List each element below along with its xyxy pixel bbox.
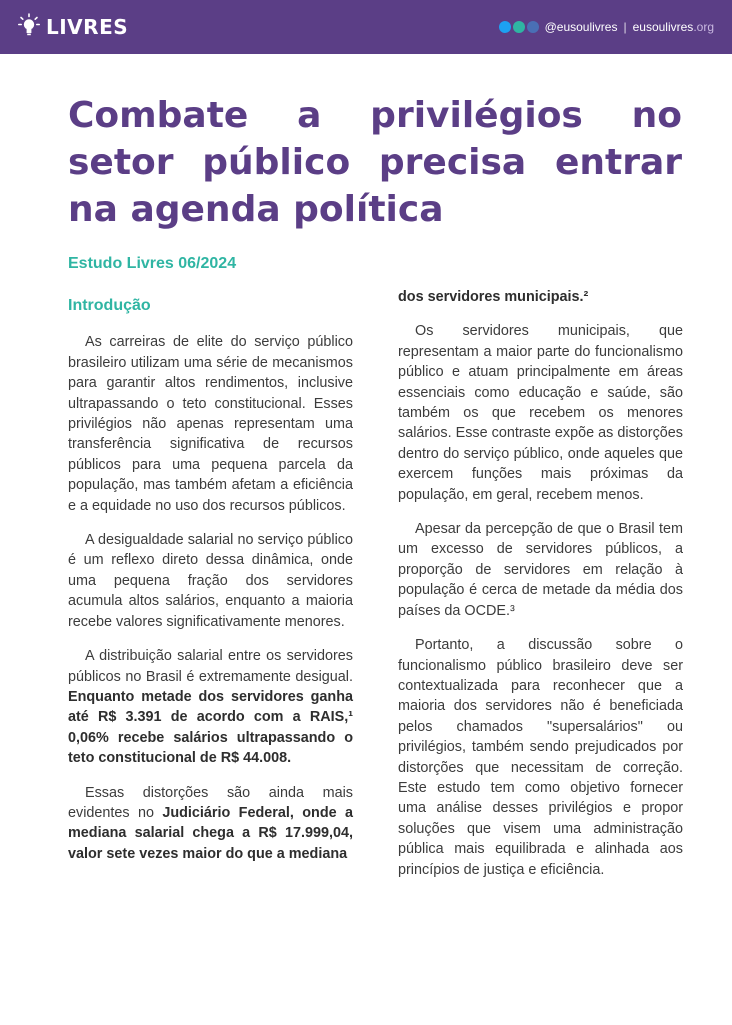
paragraph-5: Os servidores municipais, que representam a maior parte do funcionalismo público e atuam principalmente em áreas essenciais como educação e saúde, são também os que recebem os menores salários. Esse contraste expõe as distorções dentro do serviço público, onde aqueles que exercem funções mais próximas da população, em geral, recebem menos. [398,323,683,503]
paragraph-2: A desigualdade salarial no serviço público é um reflexo direto dessa dinâmica, onde uma pequena fração dos servidores acumula altos salários, enquanto a maioria recebe valores significativamente menores. [68,532,353,630]
left-column [68,296,353,878]
paragraph-3-highlight: Enquanto metade dos servidores ganha até R$ 3.391 de acordo com a RAIS,¹ 0,06% recebe salários ultrapassando o teto constitucional de R$ 44.008. [68,688,353,767]
facebook-icon[interactable] [527,21,539,33]
paragraph-4-highlight: Judiciário Federal, onde a mediana salarial chega a R$ 17.999,04, valor sete vezes maior do que a mediana [68,804,353,862]
paragraph-3-text: A distribuição salarial entre os servidores públicos no Brasil é extremamente desigual. [68,648,353,685]
lightbulb-icon [18,13,40,42]
website-name: eusoulivres [632,20,694,34]
header-bar [0,0,732,54]
paragraph-1: As carreiras de elite do serviço público brasileiro utilizam uma série de mecanismos para garantir altos rendimentos, inclusive ultrapassando o teto constitucional. Esses privilégios não apenas representam uma transferência significativa de recursos públicos para uma pequena parcela da população, mas também afetam a eficiência e a equidade no uso dos recursos públicos. [68,334,353,514]
paragraph-7: Portanto, a discussão sobre o funcionalismo público brasileiro deve ser contextualizada para reconhecer que a maioria dos servidores não é beneficiada pelos chamados "supersalários" ou privilégios, também sendo prejudicados por distorções que necessitam de correção. Este estudo tem como objetivo fornecer uma análise desses privilégios e propor soluções que visem uma administração pública mais equilibrada e alinhada aos princípios de justiça e eficiência. [398,637,683,878]
paragraph-4 [68,783,353,865]
header-separator: | [623,20,627,34]
paragraph-4-text: Essas distorções são ainda mais evidentes no [68,784,353,821]
website-link[interactable] [633,20,714,34]
website-domain: .org [693,20,714,34]
social-links [499,20,714,34]
paragraph-6: Apesar da percepção de que o Brasil tem um excesso de servidores públicos, a proporção de servidores em relação à população é cerca de metade da média dos países da OCDE.³ [398,521,683,619]
study-subtitle: Estudo Livres 06/2024 [68,255,237,272]
brand-name: LIVRES [46,15,129,39]
paragraph-3 [68,646,353,768]
brand-logo[interactable] [18,13,128,42]
right-column [398,287,683,894]
twitter-icon[interactable] [499,21,511,33]
page-title: Combate a privilégios no setor público precisa entrar na agenda política [68,95,682,230]
instagram-icon[interactable] [513,21,525,33]
social-handle[interactable]: @eusoulivres [544,20,618,34]
section-heading-introducao: Introdução [68,297,151,314]
paragraph-4-continuation: dos servidores municipais.² [398,289,589,305]
